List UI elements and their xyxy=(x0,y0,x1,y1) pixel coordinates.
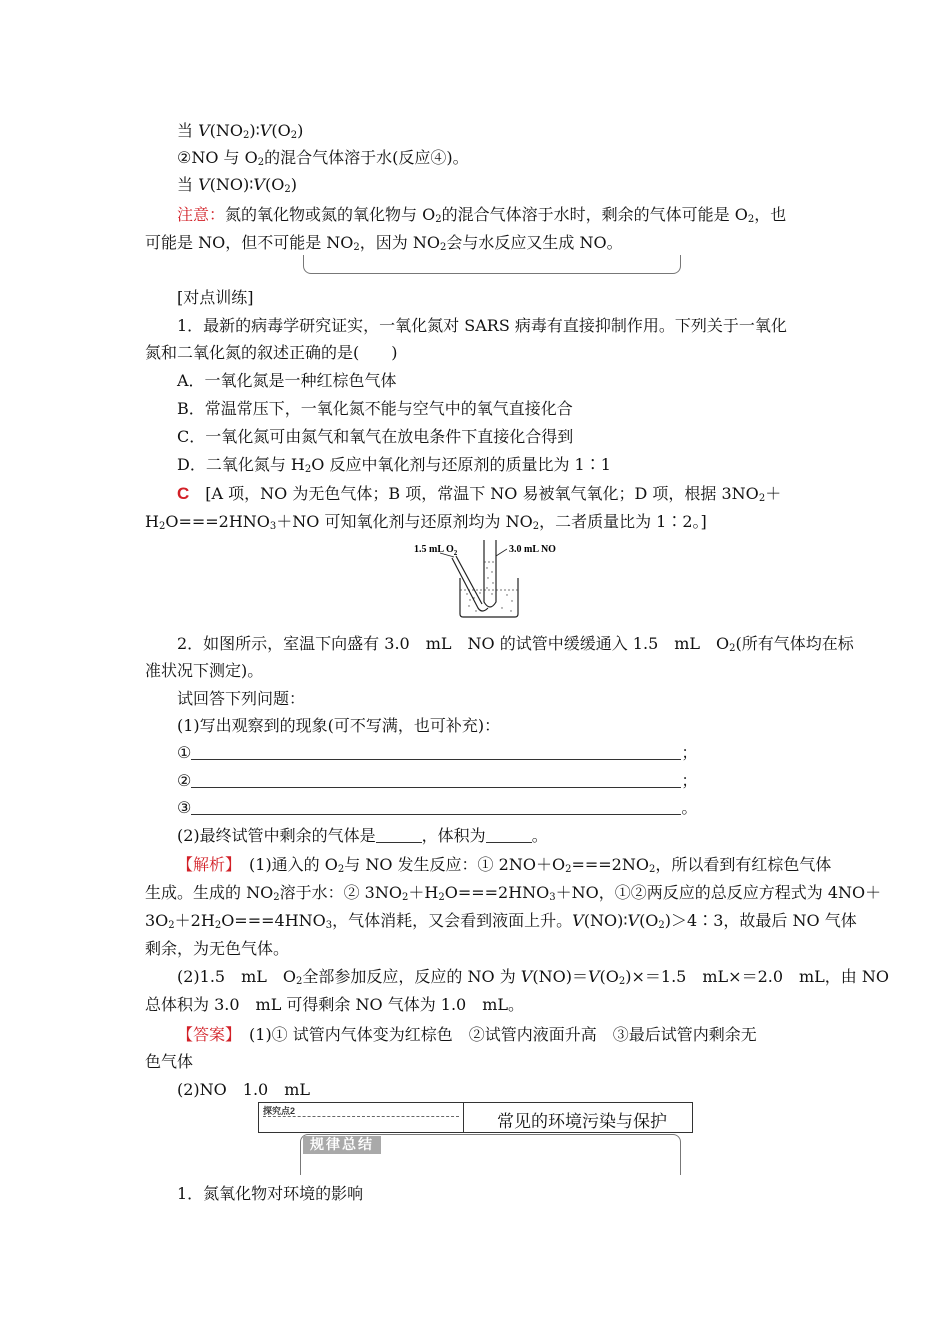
analysis-line: 【解析】 (1)通入的 $O_2$与 NO 发生反应：① $2NO+O_2===2NO_2$，所以看到有红棕色气体 xyxy=(177,855,832,875)
analysis-line: 生成。生成的 $NO_2$溶于水：② $3NO_2+H_2O===2HNO_3+NO$，①②两反应的总反应方程式为 4NO＋ xyxy=(145,883,882,903)
blank-line[interactable] xyxy=(191,771,681,788)
section-divider xyxy=(463,1103,464,1132)
water-dots xyxy=(466,592,512,611)
section-title: 常见的环境污染与保护 xyxy=(497,1112,667,1132)
answer-letter: C xyxy=(177,484,190,503)
blank-volume[interactable] xyxy=(486,826,532,843)
note-label: 注意： xyxy=(177,205,226,224)
tube-liquid xyxy=(486,567,493,594)
test-tube xyxy=(484,540,496,607)
section-dash xyxy=(263,1116,459,1117)
blank-gas[interactable] xyxy=(376,826,422,843)
rule-summary-tag: 规律总结 xyxy=(303,1136,381,1154)
answer-1-line: C [A 项，NO 为无色气体；B 项，常温下 NO 易被氧气氧化；D 项，根据 $3NO_2+$ xyxy=(177,484,782,504)
option-b: B．常温常压下，一氧化氮不能与空气中的氧气直接化合 xyxy=(177,399,573,418)
answer-blank-1: ① ； xyxy=(177,743,698,762)
text-line: 当 $V(NO)∶V(O_2)$ xyxy=(177,175,297,195)
answer-blank-2: ② ； xyxy=(177,771,698,790)
note-line: 注意：氮的氧化物或氮的氧化物与 $O_2$的混合气体溶于水时，剩余的气体可能是 $O_2$，也 xyxy=(177,205,787,225)
sub-question-1: (1)写出观察到的现象(可不写满，也可补充)： xyxy=(177,716,501,735)
option-a: A．一氧化氮是一种红棕色气体 xyxy=(177,371,397,390)
answer-line: (2)NO 1.0 mL xyxy=(177,1080,311,1099)
label-o2: 1.5 mL $O_2$ xyxy=(414,544,458,557)
blank-line[interactable] xyxy=(191,798,681,815)
option-d: D．二氧化氮与 $H_2O$ 反应中氧化剂与还原剂的质量比为 1∶1 xyxy=(177,455,611,475)
question-2-text: 准状况下测定)。 xyxy=(145,661,264,680)
label-no: 3.0 mL NO xyxy=(509,544,556,555)
answer-1-line: $H_2O===2HNO_3+NO$ 可知氧化剂与还原剂均为 $NO_2$，二者质量比为 1∶2。] xyxy=(145,512,707,532)
sub-question-2: (2)最终试管中剩余的气体是 ，体积为 。 xyxy=(177,826,548,845)
answer-label: 【答案】 xyxy=(177,1025,234,1044)
note-line: 可能是 NO，但不可能是 $NO_2$，因为 $NO_2$会与水反应又生成 NO。 xyxy=(145,233,623,253)
test-tube-figure xyxy=(412,538,562,618)
section-tag: 探究点2 xyxy=(263,1106,296,1116)
answer-line: 色气体 xyxy=(145,1052,194,1071)
answer-line: 【答案】 (1)① 试管内气体变为红棕色 ②试管内液面升高 ③最后试管内剩余无 xyxy=(177,1025,757,1044)
question-2-text: 2．如图所示，室温下向盛有 3.0 mL NO 的试管中缓缓通入 1.5 mL $O_2$(所有气体均在标 xyxy=(177,634,854,654)
summary-item-1: 1．氮氧化物对环境的影响 xyxy=(177,1184,364,1203)
answer-blank-3: ③ 。 xyxy=(177,798,698,817)
analysis-line: (2)1.5 mL $O_2$全部参加反应，反应的 NO 为 $V(NO)=V(O_2)\times=1.5$ mL×＝2.0 mL，由 NO xyxy=(177,967,890,987)
blank-line[interactable] xyxy=(191,743,681,760)
analysis-line: 剩余，为无色气体。 xyxy=(145,939,290,958)
pointer-no xyxy=(496,549,507,556)
test-tube-diagram xyxy=(412,538,562,618)
question-1-text: 1．最新的病毒学研究证实，一氧化氮对 SARS 病毒有直接抑制作用。下列关于一氧化 xyxy=(177,316,787,335)
text-line: 当 $V(NO_2)∶V(O_2)$ xyxy=(177,121,304,141)
inlet-pipe xyxy=(452,558,488,611)
analysis-label: 【解析】 xyxy=(177,855,234,874)
note-box-border xyxy=(303,255,681,274)
option-c: C．一氧化氮可由氮气和氧气在放电条件下直接化合得到 xyxy=(177,427,574,446)
beaker xyxy=(460,578,518,617)
question-1-text: 氮和二氧化氮的叙述正确的是( ) xyxy=(145,343,398,362)
analysis-line: $3O_2+2H_2O===4HNO_3$，气体消耗，又会看到液面上升。$V(NO)∶V(O_2)>4∶3$，故最后 NO 气体 xyxy=(145,911,857,931)
section-header-box xyxy=(258,1102,693,1133)
analysis-line: 总体积为 3.0 mL 可得剩余 NO 气体为 1.0 mL。 xyxy=(145,995,525,1014)
section-heading: [对点训练] xyxy=(177,288,254,307)
text-line: ②NO 与 $O_2$的混合气体溶于水(反应④)。 xyxy=(177,148,469,168)
question-2-text: 试回答下列问题： xyxy=(177,689,306,708)
